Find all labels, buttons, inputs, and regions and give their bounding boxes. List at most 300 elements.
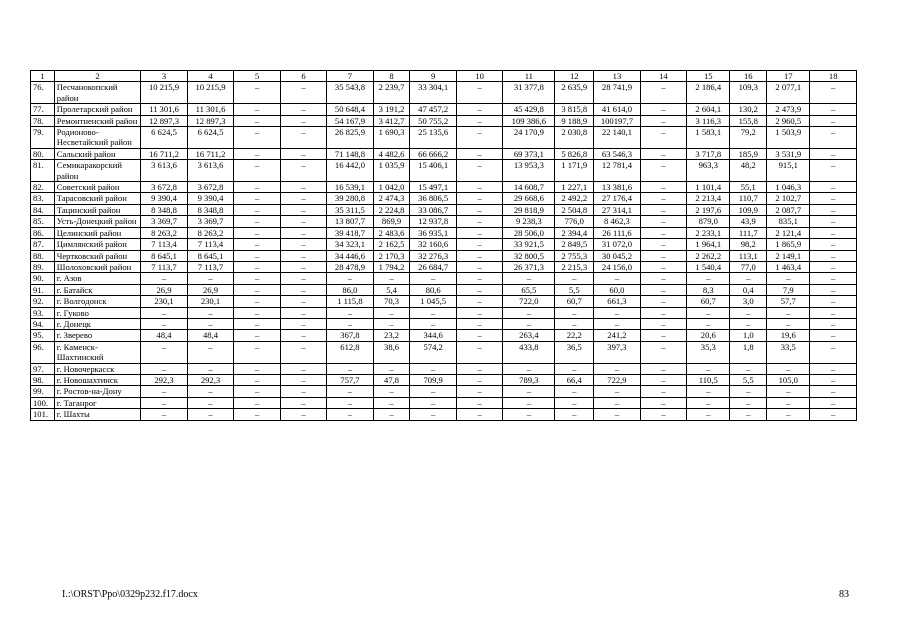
value-cell: – [810,82,857,104]
value-cell: – [555,307,594,318]
value-cell: 8 348,8 [187,204,233,215]
row-number-cell: 79. [31,127,55,149]
value-cell: 3 116,3 [687,115,730,126]
value-cell: 66,4 [555,374,594,385]
value-cell: 50 755,2 [410,115,456,126]
district-name-cell: Шолоховский район [54,261,140,272]
value-cell: – [810,239,857,250]
value-cell: – [810,127,857,149]
district-name-cell: г. Новочеркасск [54,363,140,374]
value-cell: – [280,284,326,295]
value-cell: – [640,386,686,397]
value-cell: – [640,284,686,295]
value-cell: 20,6 [687,330,730,341]
value-cell: – [234,341,280,363]
value-cell: – [234,193,280,204]
value-cell: 2 077,1 [767,82,810,104]
row-number-cell: 83. [31,193,55,204]
value-cell: 109 386,6 [503,115,555,126]
value-cell: – [810,284,857,295]
value-cell: – [234,104,280,115]
value-cell: 722,9 [594,374,640,385]
district-name-cell: Усть-Донецкий район [54,216,140,227]
table-header-row [31,71,857,82]
value-cell: – [234,216,280,227]
value-cell: – [410,397,456,408]
value-cell: 1 794,2 [373,261,410,272]
value-cell: – [456,127,502,149]
value-cell: – [555,318,594,329]
value-cell: – [594,397,640,408]
value-cell: – [810,409,857,420]
value-cell: 230,1 [187,296,233,307]
value-cell: 2 849,5 [555,239,594,250]
value-cell: – [327,318,373,329]
value-cell: 709,9 [410,374,456,385]
row-number-cell: 97. [31,363,55,374]
value-cell: 2 492,2 [555,193,594,204]
value-cell: – [730,273,767,284]
value-cell: – [810,318,857,329]
table-row [31,386,857,397]
value-cell: – [234,250,280,261]
value-cell: 3 412,7 [373,115,410,126]
district-name-cell: Тацинский район [54,204,140,215]
value-cell: 29 818,9 [503,204,555,215]
value-cell: – [810,341,857,363]
value-cell: – [640,330,686,341]
district-name-cell: Пролетарский район [54,104,140,115]
value-cell: – [141,363,187,374]
value-cell: – [810,160,857,182]
value-cell: 9 188,9 [555,115,594,126]
value-cell: 1 046,3 [767,182,810,193]
value-cell: – [234,239,280,250]
value-cell: – [234,160,280,182]
value-cell: – [810,330,857,341]
table-row [31,374,857,385]
value-cell: – [456,204,502,215]
value-cell: 8 263,2 [187,227,233,238]
value-cell: 3 369,7 [141,216,187,227]
value-cell: 48,4 [141,330,187,341]
value-cell: 27 176,4 [594,193,640,204]
value-cell: 130,2 [730,104,767,115]
value-cell: 54 167,9 [327,115,373,126]
value-cell: 2 233,1 [687,227,730,238]
value-cell: – [234,227,280,238]
value-cell: 241,2 [594,330,640,341]
value-cell: 77,0 [730,261,767,272]
value-cell: 70,3 [373,296,410,307]
value-cell: – [594,386,640,397]
value-cell: 5,5 [730,374,767,385]
value-cell: 344,6 [410,330,456,341]
value-cell: 2 170,3 [373,250,410,261]
value-cell: – [767,363,810,374]
value-cell: – [730,363,767,374]
value-cell: – [810,204,857,215]
value-cell: 48,2 [730,160,767,182]
value-cell: 612,8 [327,341,373,363]
value-cell: 35,3 [687,341,730,363]
value-cell: – [503,318,555,329]
value-cell: – [594,307,640,318]
value-cell: – [767,409,810,420]
district-name-cell: г. Каменск-Шахтинский [54,341,140,363]
value-cell: – [187,386,233,397]
row-number-cell: 92. [31,296,55,307]
value-cell: 5 826,8 [555,148,594,159]
value-cell: 3 815,8 [555,104,594,115]
footer-file-path: I.:\ORST\Ppo\0329p232.f17.docx [62,589,198,600]
value-cell: 2 262,2 [687,250,730,261]
value-cell: – [730,409,767,420]
value-cell: – [234,386,280,397]
table-row [31,318,857,329]
value-cell: 57,7 [767,296,810,307]
value-cell: – [456,250,502,261]
district-name-cell: г. Гуково [54,307,140,318]
row-number-cell: 82. [31,182,55,193]
value-cell: 32 800,5 [503,250,555,261]
value-cell: – [687,318,730,329]
value-cell: – [687,409,730,420]
value-cell: – [687,397,730,408]
value-cell: 35 543,8 [327,82,373,104]
row-number-cell: 94. [31,318,55,329]
table-row [31,193,857,204]
value-cell: – [767,318,810,329]
value-cell: – [640,115,686,126]
value-cell: 11 301,6 [187,104,233,115]
header-cell: 15 [687,71,730,82]
district-name-cell: Родионово-Несветайский район [54,127,140,149]
district-name-cell: г. Ростов-на-Дону [54,386,140,397]
value-cell: – [456,296,502,307]
value-cell: 33 086,7 [410,204,456,215]
value-cell: 2 604,1 [687,104,730,115]
value-cell: – [456,307,502,318]
value-cell: 16 711,2 [187,148,233,159]
value-cell: 5,4 [373,284,410,295]
header-cell: 18 [810,71,857,82]
value-cell: – [410,386,456,397]
value-cell: 2 635,9 [555,82,594,104]
row-number-cell: 85. [31,216,55,227]
value-cell: – [280,363,326,374]
value-cell: – [687,307,730,318]
value-cell: 0,4 [730,284,767,295]
value-cell: 869,9 [373,216,410,227]
value-cell: – [234,284,280,295]
table-row [31,182,857,193]
value-cell: – [280,307,326,318]
district-name-cell: г. Зверево [54,330,140,341]
value-cell: 3,0 [730,296,767,307]
value-cell: 3 613,6 [187,160,233,182]
district-name-cell: г. Донецк [54,318,140,329]
district-name-cell: Чертковский район [54,250,140,261]
value-cell: – [280,82,326,104]
value-cell: – [640,193,686,204]
value-cell: – [327,386,373,397]
value-cell: 24 170,9 [503,127,555,149]
value-cell: 25 135,6 [410,127,456,149]
table-row [31,409,857,420]
value-cell: 8 645,1 [187,250,233,261]
value-cell: 26 111,6 [594,227,640,238]
header-cell: 10 [456,71,502,82]
value-cell: – [810,296,857,307]
value-cell: – [810,148,857,159]
value-cell: 2 474,3 [373,193,410,204]
value-cell: – [373,397,410,408]
value-cell: 47,8 [373,374,410,385]
value-cell: – [555,363,594,374]
value-cell: 29 668,6 [503,193,555,204]
value-cell: 1 171,9 [555,160,594,182]
value-cell: 6 624,5 [187,127,233,149]
value-cell: – [555,386,594,397]
value-cell: – [640,409,686,420]
value-cell: 2 215,3 [555,261,594,272]
value-cell: 39 418,7 [327,227,373,238]
value-cell: 69 373,1 [503,148,555,159]
table-row [31,204,857,215]
value-cell: – [730,386,767,397]
value-cell: – [280,160,326,182]
value-cell: 1 045,5 [410,296,456,307]
value-cell: – [640,397,686,408]
value-cell: 776,0 [555,216,594,227]
district-name-cell: Сальский район [54,148,140,159]
table-row [31,341,857,363]
value-cell: – [280,148,326,159]
value-cell: 2 162,5 [373,239,410,250]
value-cell: – [187,273,233,284]
value-cell: 32 276,3 [410,250,456,261]
value-cell: – [187,307,233,318]
value-cell: 7,9 [767,284,810,295]
value-cell: 2 102,7 [767,193,810,204]
value-cell: – [410,307,456,318]
value-cell: – [503,307,555,318]
value-cell: – [456,104,502,115]
value-cell: – [234,127,280,149]
table-row [31,284,857,295]
district-name-cell: Ремонтненский район [54,115,140,126]
value-cell: – [640,374,686,385]
value-cell: – [810,104,857,115]
value-cell: 26 825,9 [327,127,373,149]
value-cell: – [280,204,326,215]
value-cell: – [810,227,857,238]
value-cell: – [810,216,857,227]
value-cell: 16 711,2 [141,148,187,159]
value-cell: – [640,307,686,318]
table-row [31,104,857,115]
value-cell: 12 781,4 [594,160,640,182]
value-cell: – [280,330,326,341]
table-body [31,71,857,421]
value-cell: 80,6 [410,284,456,295]
value-cell: – [410,273,456,284]
value-cell: – [280,182,326,193]
value-cell: 8 348,8 [141,204,187,215]
table-row [31,239,857,250]
value-cell: 1 690,3 [373,127,410,149]
value-cell: 38,6 [373,341,410,363]
value-cell: – [141,307,187,318]
value-cell: – [730,307,767,318]
value-cell: – [640,250,686,261]
value-cell: – [730,318,767,329]
value-cell: – [730,397,767,408]
value-cell: 110,7 [730,193,767,204]
value-cell: 9 390,4 [187,193,233,204]
value-cell: – [280,261,326,272]
value-cell: – [373,318,410,329]
value-cell: – [373,409,410,420]
value-cell: 574,2 [410,341,456,363]
value-cell: – [767,307,810,318]
value-cell: – [767,397,810,408]
value-cell: 109,3 [730,82,767,104]
value-cell: 10 215,9 [187,82,233,104]
row-number-cell: 96. [31,341,55,363]
value-cell: 47 457,2 [410,104,456,115]
value-cell: 2 504,8 [555,204,594,215]
value-cell: 1 463,4 [767,261,810,272]
value-cell: – [503,409,555,420]
value-cell: 26,9 [187,284,233,295]
value-cell: 33 304,1 [410,82,456,104]
value-cell: – [187,341,233,363]
header-cell: 5 [234,71,280,82]
row-number-cell: 87. [31,239,55,250]
value-cell: 2 121,4 [767,227,810,238]
header-cell: 14 [640,71,686,82]
value-cell: 36 935,1 [410,227,456,238]
value-cell: – [456,148,502,159]
value-cell: 8 263,2 [141,227,187,238]
value-cell: 2 483,6 [373,227,410,238]
value-cell: – [234,204,280,215]
value-cell: – [327,307,373,318]
value-cell: – [810,115,857,126]
value-cell: 26,9 [141,284,187,295]
value-cell: 23,2 [373,330,410,341]
value-cell: 36,5 [555,341,594,363]
value-cell: – [456,409,502,420]
value-cell: – [594,409,640,420]
value-cell: 2 960,5 [767,115,810,126]
value-cell: – [687,363,730,374]
value-cell: – [141,397,187,408]
table-row [31,227,857,238]
value-cell: 32 160,6 [410,239,456,250]
value-cell: 1 227,1 [555,182,594,193]
value-cell: – [640,227,686,238]
value-cell: – [640,104,686,115]
value-cell: 36 806,5 [410,193,456,204]
value-cell: 33 921,5 [503,239,555,250]
row-number-cell: 90. [31,273,55,284]
district-name-cell: г. Азов [54,273,140,284]
value-cell: 1 101,4 [687,182,730,193]
value-cell: 16 442,0 [327,160,373,182]
district-name-cell: Целинский район [54,227,140,238]
value-cell: 26 371,3 [503,261,555,272]
value-cell: – [187,397,233,408]
value-cell: 835,1 [767,216,810,227]
value-cell: – [234,307,280,318]
value-cell: – [640,182,686,193]
table-row [31,127,857,149]
value-cell: – [640,216,686,227]
value-cell: 8 462,3 [594,216,640,227]
value-cell: 185,9 [730,148,767,159]
value-cell: – [810,386,857,397]
value-cell: – [810,182,857,193]
value-cell: – [234,115,280,126]
value-cell: – [640,318,686,329]
value-cell: – [810,397,857,408]
value-cell: – [280,227,326,238]
value-cell: – [280,296,326,307]
value-cell: 34 446,6 [327,250,373,261]
district-name-cell: Семикаракорский район [54,160,140,182]
value-cell: 28 741,9 [594,82,640,104]
table-row [31,273,857,284]
table-row [31,82,857,104]
value-cell: – [234,273,280,284]
row-number-cell: 93. [31,307,55,318]
row-number-cell: 81. [31,160,55,182]
value-cell: 60,0 [594,284,640,295]
value-cell: – [373,307,410,318]
value-cell: – [555,397,594,408]
value-cell: 2 030,8 [555,127,594,149]
header-cell: 1 [31,71,55,82]
value-cell: – [410,409,456,420]
value-cell: 433,8 [503,341,555,363]
value-cell: 86,0 [327,284,373,295]
value-cell: 8,3 [687,284,730,295]
table-row [31,330,857,341]
value-cell: – [234,182,280,193]
value-cell: – [640,127,686,149]
value-cell: – [280,193,326,204]
value-cell: – [456,374,502,385]
value-cell: – [234,409,280,420]
value-cell: 1 583,1 [687,127,730,149]
value-cell: 39 280,8 [327,193,373,204]
district-name-cell: г. Шахты [54,409,140,420]
value-cell: – [280,250,326,261]
value-cell: – [456,193,502,204]
value-cell: 2 239,7 [373,82,410,104]
value-cell: 28 506,0 [503,227,555,238]
value-cell: 1 115,8 [327,296,373,307]
value-cell: 41 614,0 [594,104,640,115]
district-name-cell: г. Новошахтинск [54,374,140,385]
value-cell: – [234,397,280,408]
table-row [31,261,857,272]
value-cell: 1 035,9 [373,160,410,182]
district-name-cell: г. Таганрог [54,397,140,408]
